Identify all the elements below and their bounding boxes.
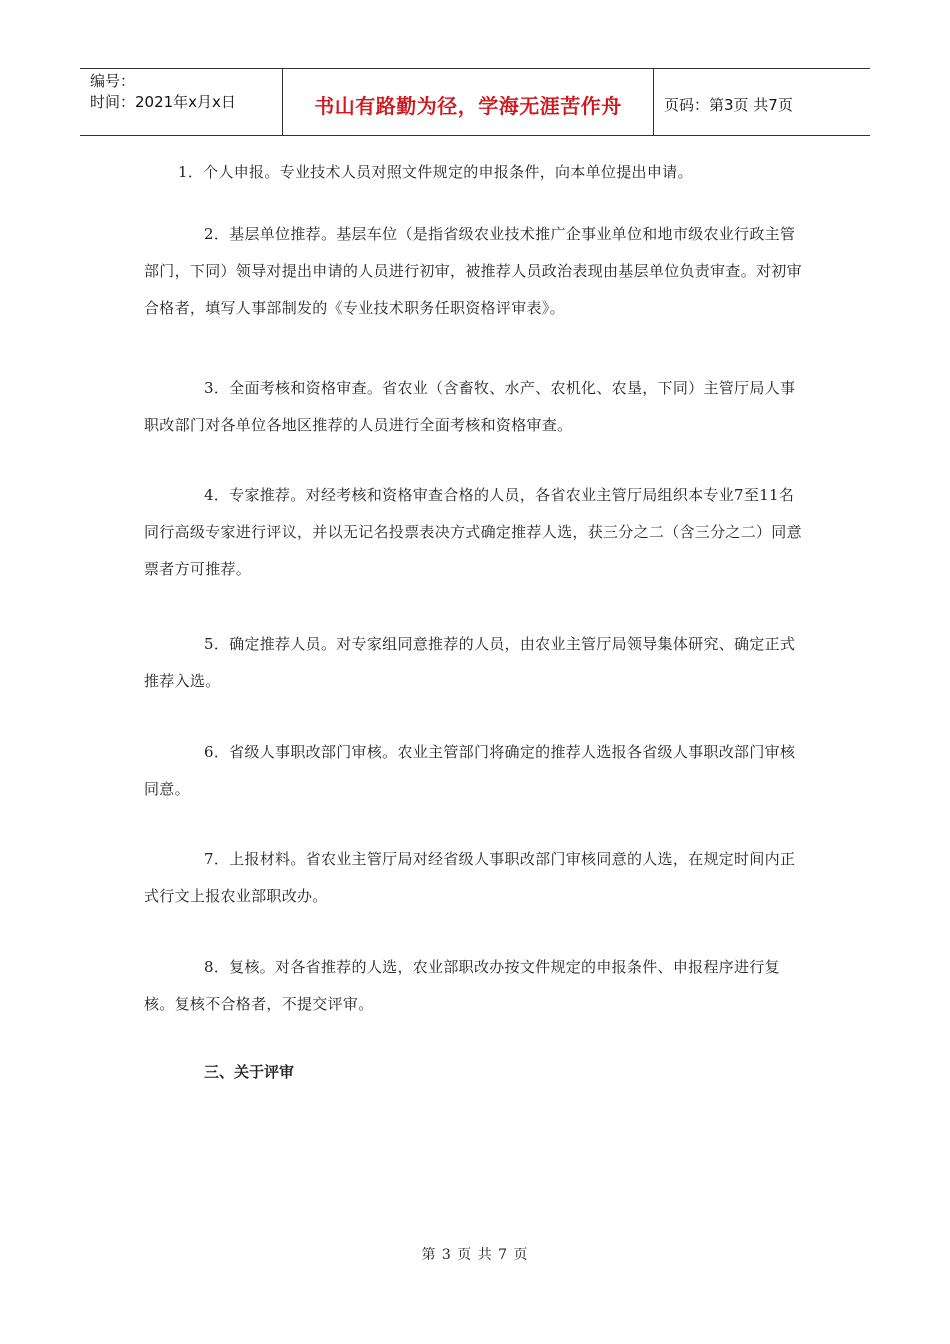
- section-title: 三、关于评审: [204, 1063, 295, 1081]
- header-page-info: 页码：第3页 共7页: [664, 95, 793, 114]
- paragraph-item-6: 6．省级人事职改部门审核。农业主管部门将确定的推荐人选报各省级人事职改部门审核同意。: [144, 743, 796, 798]
- paragraph-item-8: 8．复核。对各省推荐的人选，农业部职改办按文件规定的申报条件、申报程序进行复核。复核不合格者，不提交评审。: [144, 958, 780, 1013]
- paragraph-item-4: 4．专家推荐。对经考核和资格审查合格的人员，各省农业主管厅局组织本专业7至11名同行高级专家进行评议，并以无记名投票表决方式确定推荐人选，获三分之二（含三分之二）同意票者方可推荐。: [144, 486, 802, 578]
- date-label: 时间：2021年x月x日: [90, 93, 236, 111]
- document-header: [80, 68, 870, 136]
- paragraph-item-3: 3．全面考核和资格审查。省农业（含畜牧、水产、农机化、农垦，下同）主管厅局人事职改部门对各单位各地区推荐的人员进行全面考核和资格审查。: [144, 379, 796, 434]
- paragraph-item-7: 7．上报材料。省农业主管厅局对经省级人事职改部门审核同意的人选，在规定时间内正式行文上报农业部职改办。: [144, 850, 796, 905]
- header-motto: 书山有路勤为径，学海无涯苦作舟: [282, 69, 654, 135]
- paragraph-item-1: 1．个人申报。专业技术人员对照文件规定的申报条件，向本单位提出申请。: [178, 163, 693, 181]
- header-meta-cell: [80, 69, 282, 135]
- paragraph-item-5: 5．确定推荐人员。对专家组同意推荐的人员，由农业主管厅局领导集体研究、确定正式推荐入选。: [144, 635, 796, 690]
- serial-number-label: 编号：: [90, 72, 136, 90]
- paragraph-item-2: 2．基层单位推荐。基层车位（是指省级农业技术推广企事业单位和地市级农业行政主管部门，下同）领导对提出申请的人员进行初审，被推荐人员政治表现由基层单位负责审查。对初审合格者，填写人事部制发的《专业技术职务任职资格评审表》。: [144, 225, 802, 317]
- page-footer: 第 3 页 共 7 页: [421, 1247, 529, 1263]
